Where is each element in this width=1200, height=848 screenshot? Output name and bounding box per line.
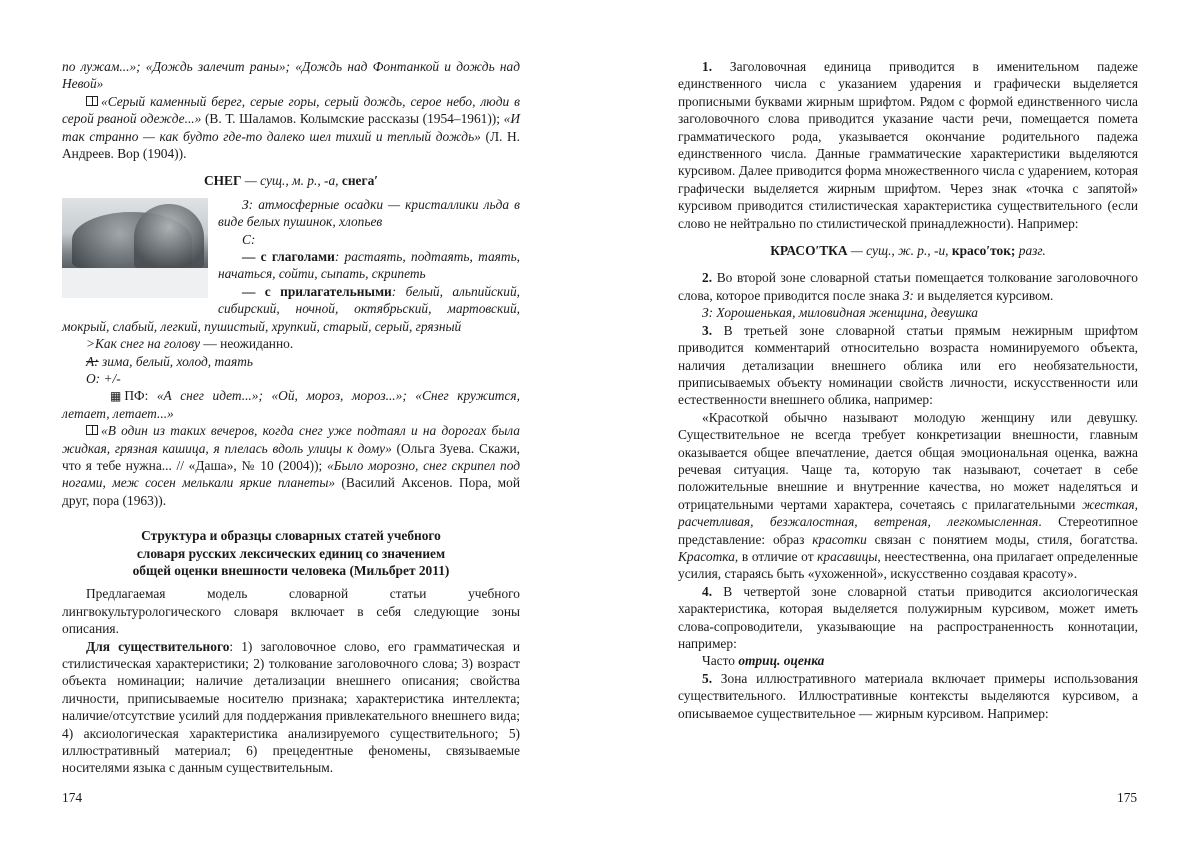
zone-2-paragraph: 2. Во второй зоне словарной статьи помещается толкование заголовочного слова, которое приводится после знака З: и выделяется курсивом. <box>678 270 1138 303</box>
snowy-forest-image <box>62 198 208 298</box>
definition-zone: З: атмосферные осадки — кристаллики льда в виде белых пушинок, хлопьев <box>218 196 520 230</box>
right-page <box>678 58 1138 722</box>
grid-marker-icon: ▦ <box>110 389 122 404</box>
book-icon <box>86 96 98 106</box>
precedent-phenomena: ▦ ПФ: «А снег идет...»; «Ой, мороз, мороз...»; «Снег кружится, летает, летает...» <box>62 388 520 421</box>
section-title: Структура и образцы словарных статей учебного словаря русских лексических единиц со значением общей оценки внешности человека (Мильбрет 2011) <box>132 528 450 578</box>
zone-3-paragraph: 3. В третьей зоне словарной статьи прямым нежирным шрифтом приводится комментарий относительно возраста номинируемого объекта, наличия детализации внешнего облика или его необязательности, приписываемых объекту номинации свойств личности, искусственности или естественности внешнего облика, например: <box>678 322 1138 408</box>
noun-zones-paragraph: Для существительного: 1) заголовочное слово, его грамматическая и стилистическая характеристики; 2) толкование заголовочного слова; 3) возраст объекта номинации; наличие детализации внешнего описания; свойства личности, приписываемые носителю признака; характеристика интеллекта; наличие/отсутствие усилий для поддержания привлекательного внешнего вида; 4) аксиологическая характеристика анализируемого существительного; 5) иллюстративный материал; 6) прецедентные феномены, связываемые носителями языка с данным существительным. <box>62 638 520 776</box>
entry-headword-sneg: СНЕГ — сущ., м. р., -а, снега′ <box>203 173 379 189</box>
literary-example-rain: «Серый каменный берег, серые горы, серый дождь, серое небо, люди в серой рваной одежде...» (В. Т. Шаламов. Колымские рассказы (1954–1961)); «И так странно — как будто где-то далеко шел тихий и теплый дождь» (Л. Н. Андреев. Вор (1904)). <box>62 93 521 162</box>
zone-4-example: Часто отриц. оценка <box>702 653 825 669</box>
collocation-verbs: — с глаголами: растаять, подтаять, таять, начаться, сойти, сыпать, скрипеть <box>218 249 521 282</box>
idiom-line: >Как снег на голову — неожиданно. <box>86 336 294 352</box>
zone-4-paragraph: 4. В четвертой зоне словарной статьи приводится аксиологическая характеристика, которая выделяется полужирным курсивом, может иметь слова-сопроводители, указывающие на распространенность коннотации, например: <box>678 583 1138 651</box>
zone-2-example: З: Хорошенькая, миловидная женщина, девушка <box>702 305 978 321</box>
zone-1-paragraph: 1. Заголовочная единица приводится в именительном падеже единственного числа с указанием ударения и графически выделяется прописными буквами жирным шрифтом. Рядом с формой единственного числа заголовочного слова приводится указание части речи, помещается помета грамматического рода, указывается окончание родительного падежа единственного числа. Данные грамматические характеристики выделяются курсивом. Далее приводится форма множественного числа с ударением, которая графически выделяется жирным шрифтом. Через знак «точка с запятой» курсивом приводится стилистическая характеристика существительного (если слово не нейтрально по стилистической принадлежности). Например: <box>678 59 1138 231</box>
intro-paragraph: Предлагаемая модель словарной статьи учебного лингвокультурологического словаря включает в себя следующие зоны описания. <box>62 586 520 637</box>
association-line: А: зима, белый, холод, таять <box>86 353 253 369</box>
left-page <box>62 58 520 777</box>
evaluation-line: О: +/- <box>86 370 121 386</box>
literary-example-snow: «В один из таких вечеров, когда снег уже подтаял и на дорогах была жидкая, грязная кашица, я плелась вдоль улицы к дому» (Ольга Зуева. Скажи, что я тебе нужна... // «Даша», № 10 (2004)); «Было морозно, снег скрипел под ногами, меж сосен мелькали яркие планеты» (Василий Аксенов. Пора, мой друг, пора (1963)). <box>62 423 520 508</box>
collocation-adjectives: — с прилагательными: белый, альпийский, сибирский, ночной, октябрьский, мартовский, мокрый, слабый, легкий, пушистый, хрупкий, старый, серый, грязный <box>62 283 520 334</box>
example-entry-krasotka: КРАСО′ТКА — сущ., ж. р., -и, красо′ток; разг. <box>770 243 1046 259</box>
zone-5-paragraph: 5. Зона иллюстративного материала включает примеры использования существительного. Иллюстративные контексты выделяются курсивом, а описываемое существительное — жирным курсивом. Например: <box>678 670 1138 721</box>
rain-examples-end: по лужам...»; «Дождь залечит раны»; «Дождь над Фонтанкой и дождь над Невой» <box>62 59 520 92</box>
book-icon <box>86 425 98 435</box>
page-number-left: 174 <box>62 790 83 805</box>
zone-3-quote: «Красоткой обычно называют молодую женщину или девушку. Существительное не всегда требует конкретизации внешности, главным оказывается общее впечатление, дается общая эмоциональная оценка, важна речевая ситуация. Чаще та, которую так называют, сочетает в себе положительные внешние и внутренние качества, но может наделяться и отрицательными чертами характера, сочетаясь с прилагательными жесткая, расчетливая, безжалостная, ветреная, легкомысленная. Стереотипное представление: образ красотки связан с понятием моды, стиля, богатства. Красотка, в отличие от красавицы, неестественна, она прилагает определенные усилия, стараясь быть «ухоженной», искусственно создавая красоту». <box>678 409 1138 582</box>
collocation-label: С: <box>242 231 256 247</box>
page-number-right: 175 <box>1117 790 1138 805</box>
